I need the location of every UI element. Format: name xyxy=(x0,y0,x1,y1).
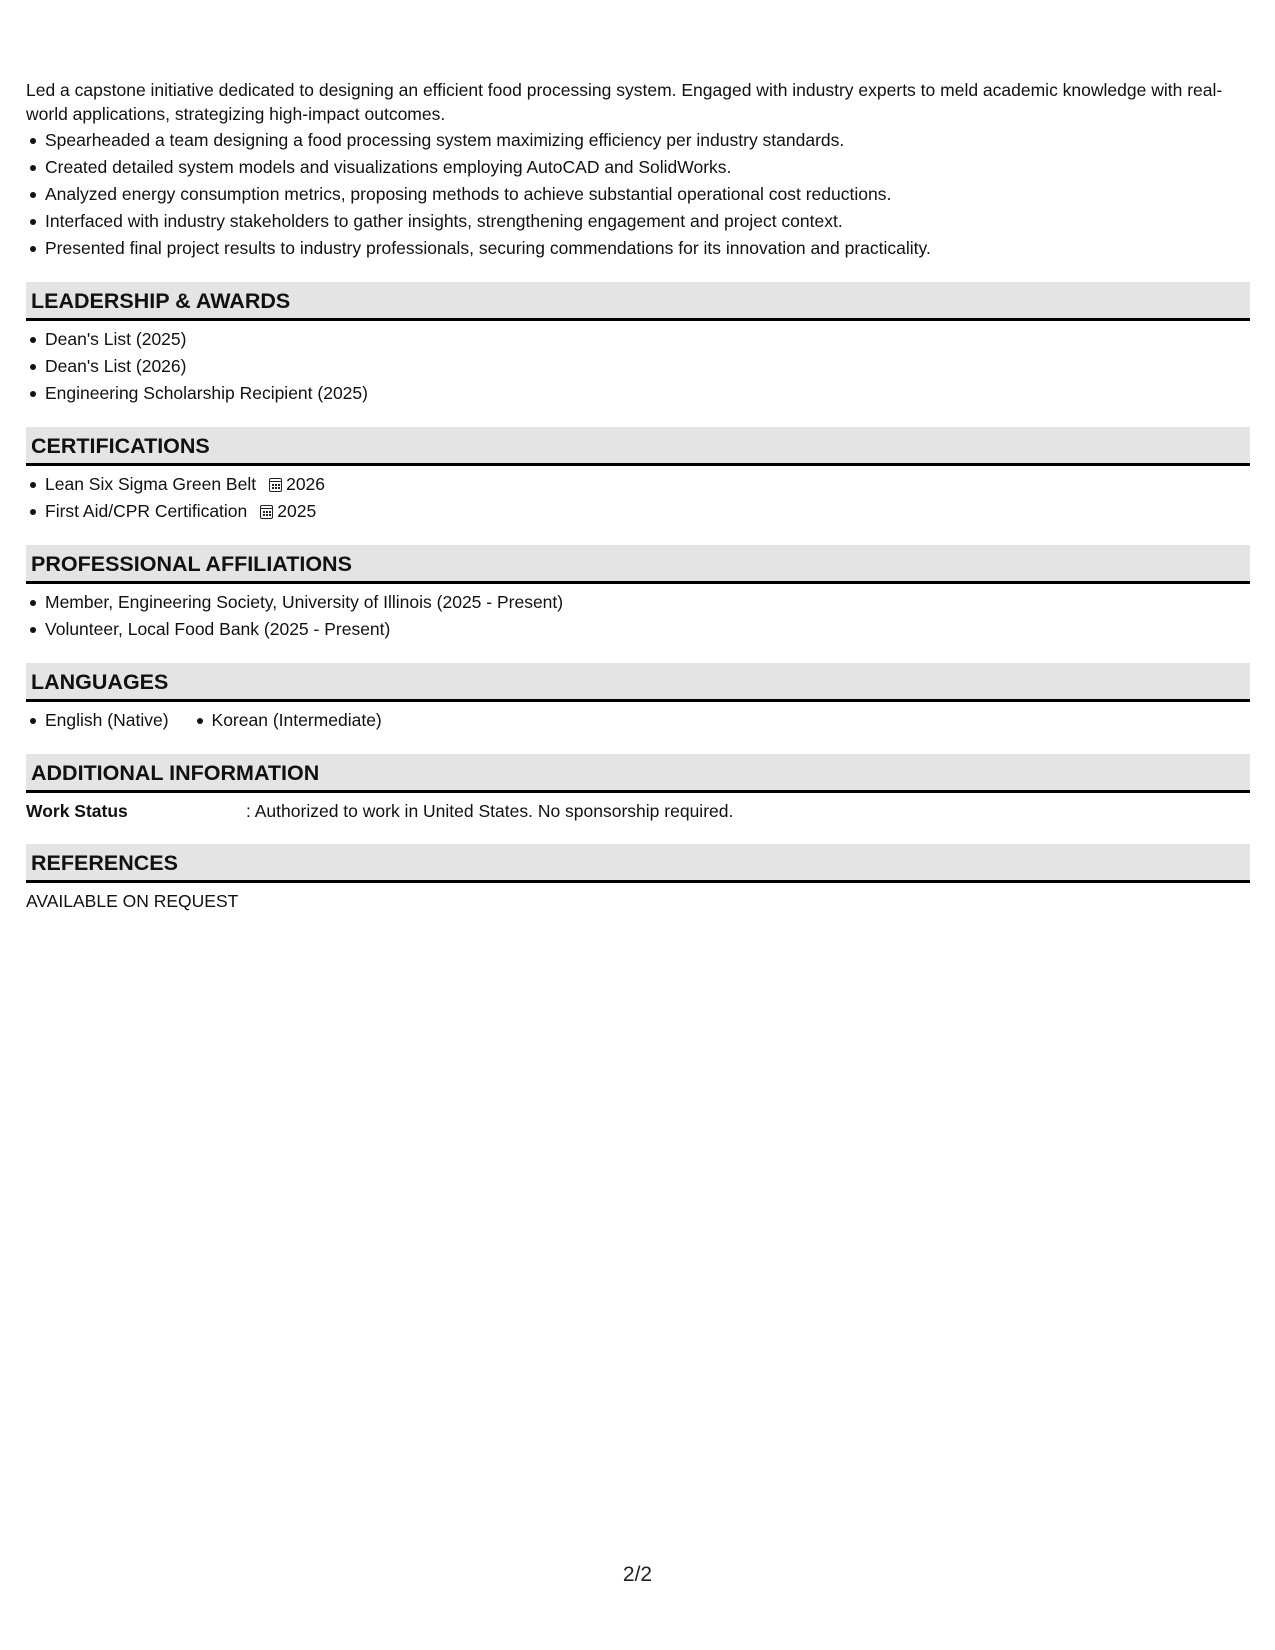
work-status-label: Work Status xyxy=(26,801,128,821)
project-intro: Led a capstone initiative dedicated to designing an efficient food processing system. Engaged with industry experts to meld academic knowledge with real-world applications, strategizing high-impact outcomes. xyxy=(26,80,1223,124)
project-bullets xyxy=(26,127,1250,262)
awards-list xyxy=(26,326,1250,407)
page-number: 2/2 xyxy=(622,1563,653,1586)
list-item: English (Native) xyxy=(45,707,169,734)
cert-year: 2025 xyxy=(277,501,317,521)
resume-page xyxy=(26,78,1250,914)
work-status-row xyxy=(26,798,1250,824)
section-heading-affiliations: PROFESSIONAL AFFILIATIONS xyxy=(26,545,1250,584)
section-heading-additional: ADDITIONAL INFORMATION xyxy=(26,754,1250,793)
list-item: Volunteer, Local Food Bank (2025 - Present) xyxy=(45,616,1250,643)
list-item xyxy=(45,498,1250,525)
section-heading-awards: LEADERSHIP & AWARDS xyxy=(26,282,1250,321)
list-item: Presented final project results to industry professionals, securing commendations for its innovation and practicality. xyxy=(45,235,1250,262)
list-item: Interfaced with industry stakeholders to gather insights, strengthening engagement and project context. xyxy=(45,208,1250,235)
list-item xyxy=(45,471,1250,498)
section-heading-references: REFERENCES xyxy=(26,844,1250,883)
section-heading-certifications: CERTIFICATIONS xyxy=(26,427,1250,466)
cert-year: 2026 xyxy=(286,474,326,494)
certifications-list xyxy=(26,471,1250,525)
list-item: Created detailed system models and visualizations employing AutoCAD and SolidWorks. xyxy=(45,154,1250,181)
list-item: Engineering Scholarship Recipient (2025) xyxy=(45,380,1250,407)
calendar-icon xyxy=(269,478,282,492)
list-item: Member, Engineering Society, University of Illinois (2025 - Present) xyxy=(45,589,1250,616)
list-item: Analyzed energy consumption metrics, proposing methods to achieve substantial operational cost reductions. xyxy=(45,181,1250,208)
affiliations-list xyxy=(26,589,1250,643)
references-text: AVAILABLE ON REQUEST xyxy=(26,891,239,911)
list-item: Dean's List (2025) xyxy=(45,326,1250,353)
list-item: Spearheaded a team designing a food processing system maximizing efficiency per industry standards. xyxy=(45,127,1250,154)
languages-list xyxy=(26,707,1250,734)
list-item: Korean (Intermediate) xyxy=(212,707,382,734)
calendar-icon xyxy=(260,505,273,519)
section-heading-languages: LANGUAGES xyxy=(26,663,1250,702)
work-status-value: : Authorized to work in United States. No sponsorship required. xyxy=(246,801,734,821)
cert-name: First Aid/CPR Certification xyxy=(45,501,248,521)
cert-name: Lean Six Sigma Green Belt xyxy=(45,474,257,494)
list-item: Dean's List (2026) xyxy=(45,353,1250,380)
